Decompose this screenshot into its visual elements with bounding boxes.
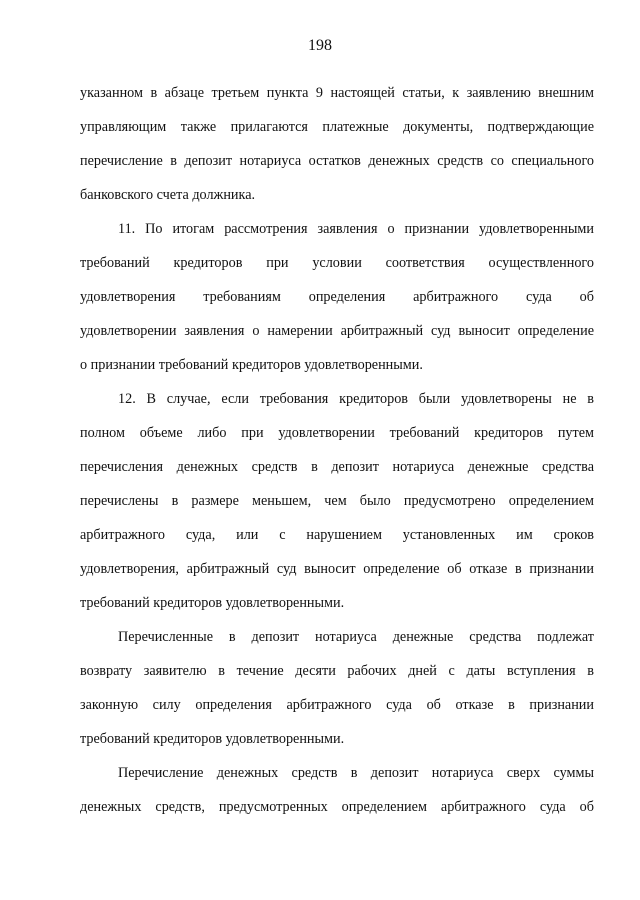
text-line: законную силу определения арбитражного суда об отказе в признании bbox=[80, 697, 594, 713]
paragraph-refund bbox=[80, 620, 594, 756]
page-number: 198 bbox=[308, 37, 332, 54]
text-line: полном объеме либо при удовлетворении требований кредиторов путем bbox=[80, 425, 594, 441]
text-line: 12. В случае, если требования кредиторов были удовлетворены не в bbox=[118, 391, 594, 407]
text-line: банковского счета должника. bbox=[80, 187, 256, 203]
text-line: 11. По итогам рассмотрения заявления о признании удовлетворенными bbox=[118, 221, 594, 237]
text-line: возврату заявителю в течение десяти рабочих дней с даты вступления в bbox=[80, 663, 594, 679]
text-line: требований кредиторов при условии соответствия осуществленного bbox=[80, 255, 594, 271]
text-line: Перечисленные в депозит нотариуса денежные средства подлежат bbox=[118, 629, 594, 645]
text-line: Перечисление денежных средств в депозит нотариуса сверх суммы bbox=[118, 765, 594, 781]
text-line: удовлетворения требованиям определения арбитражного суда об bbox=[80, 289, 594, 305]
text-line: требований кредиторов удовлетворенными. bbox=[80, 595, 345, 611]
paragraph-item-11 bbox=[80, 212, 594, 382]
text-line: денежных средств, предусмотренных определением арбитражного суда об bbox=[80, 799, 594, 815]
text-line: удовлетворения, арбитражный суд выносит определение об отказе в признании bbox=[80, 561, 594, 577]
text-line: удовлетворении заявления о намерении арбитражный суд выносит определение bbox=[80, 323, 594, 339]
text-line: требований кредиторов удовлетворенными. bbox=[80, 731, 345, 747]
text-line: перечисления денежных средств в депозит нотариуса денежные средства bbox=[80, 459, 594, 475]
text-line: перечислены в размере меньшем, чем было предусмотрено определением bbox=[80, 493, 594, 509]
text-line: управляющим также прилагаются платежные документы, подтверждающие bbox=[80, 119, 594, 135]
document-body bbox=[80, 76, 594, 824]
text-line: арбитражного суда, или с нарушением установленных им сроков bbox=[80, 527, 594, 543]
paragraph-continuation bbox=[80, 76, 594, 212]
text-line: указанном в абзаце третьем пункта 9 настоящей статьи, к заявлению внешним bbox=[80, 85, 594, 101]
paragraph-item-12 bbox=[80, 382, 594, 620]
paragraph-excess-transfer bbox=[80, 756, 594, 824]
text-line: о признании требований кредиторов удовлетворенными. bbox=[80, 357, 423, 373]
text-line: перечисление в депозит нотариуса остатков денежных средств со специального bbox=[80, 153, 594, 169]
